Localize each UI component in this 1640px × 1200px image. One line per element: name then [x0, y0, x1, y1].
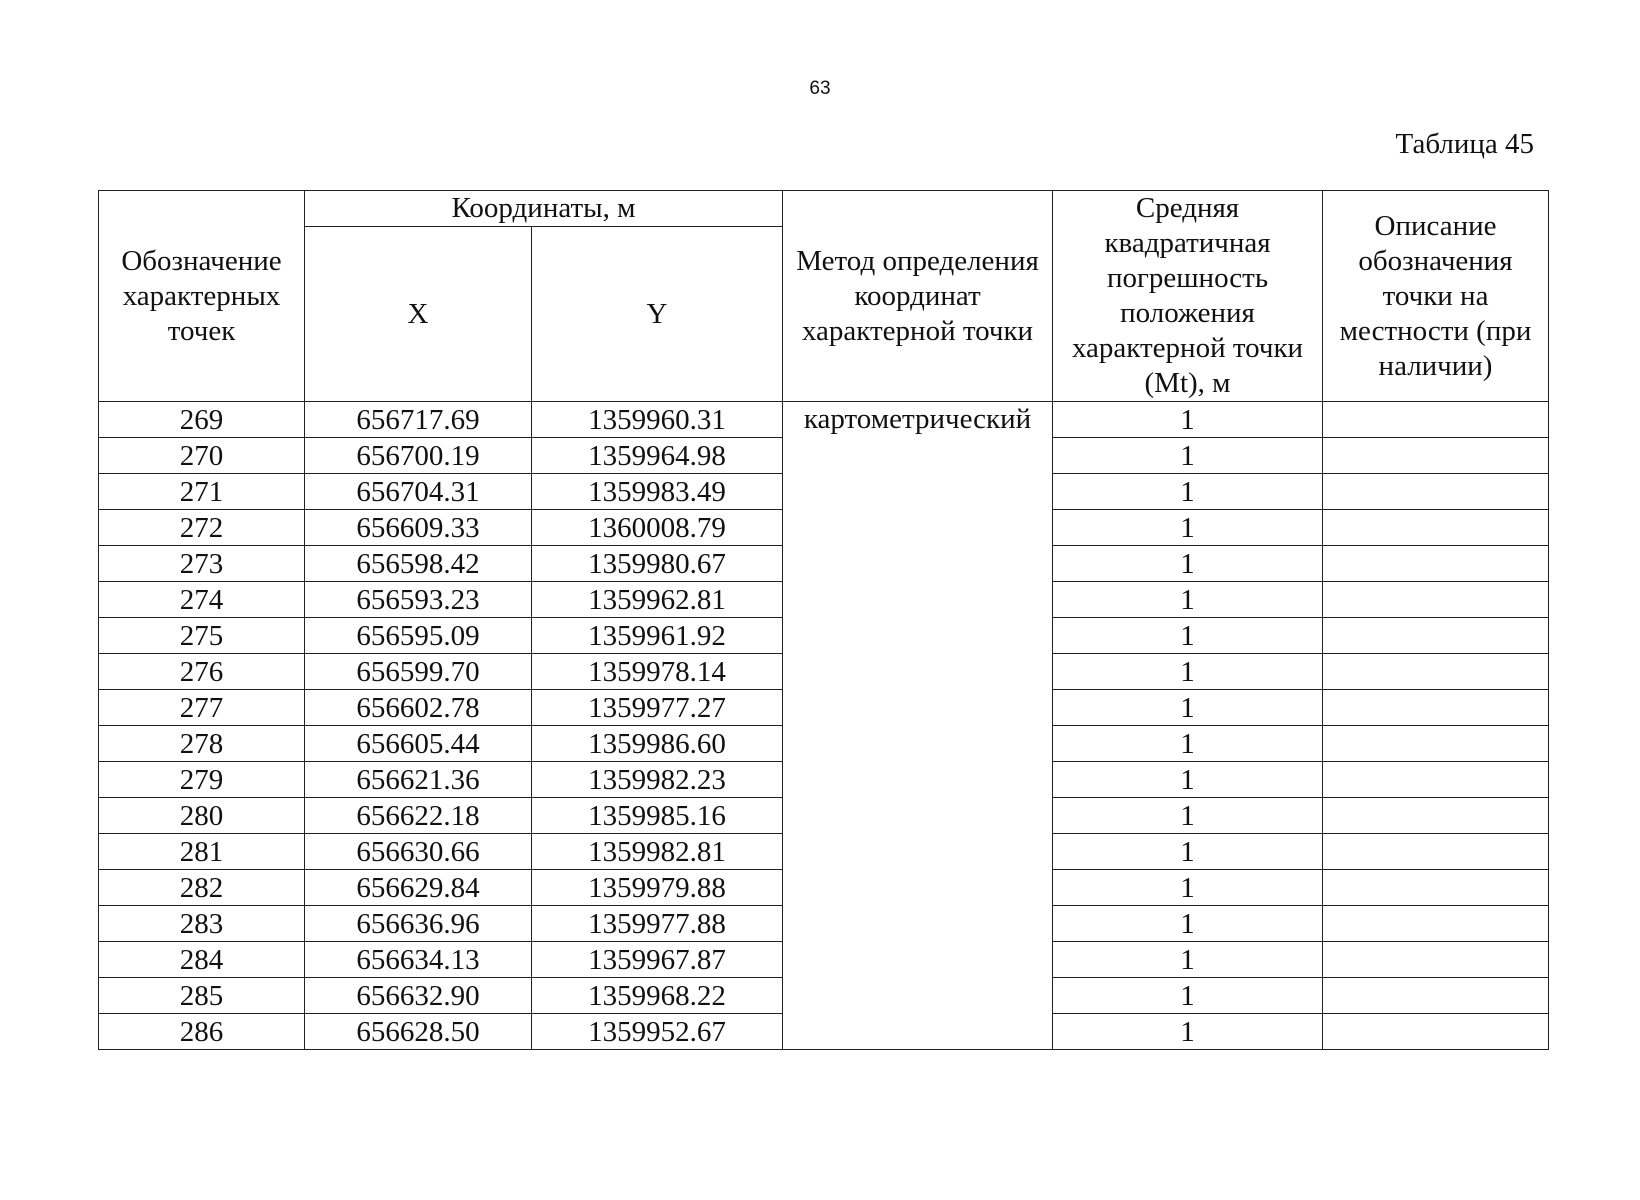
cell-error: 1 [1053, 618, 1323, 654]
coordinates-table [98, 190, 1549, 1050]
cell-error: 1 [1053, 834, 1323, 870]
cell-description [1323, 870, 1549, 906]
header-y: Y [532, 227, 783, 402]
cell-y: 1359982.23 [532, 762, 783, 798]
header-description: Описание обозначения точки на местности (при наличии) [1323, 191, 1549, 402]
table-body [99, 402, 1549, 1050]
header-row-1 [99, 191, 1549, 227]
cell-description [1323, 906, 1549, 942]
cell-x: 656621.36 [305, 762, 532, 798]
cell-error: 1 [1053, 942, 1323, 978]
cell-point: 270 [99, 438, 305, 474]
cell-description [1323, 438, 1549, 474]
cell-y: 1359983.49 [532, 474, 783, 510]
cell-description [1323, 546, 1549, 582]
table-header [99, 191, 1549, 402]
cell-y: 1359978.14 [532, 654, 783, 690]
cell-description [1323, 762, 1549, 798]
cell-description [1323, 582, 1549, 618]
cell-y: 1359962.81 [532, 582, 783, 618]
cell-description [1323, 978, 1549, 1014]
cell-y: 1359982.81 [532, 834, 783, 870]
cell-x: 656630.66 [305, 834, 532, 870]
cell-error: 1 [1053, 546, 1323, 582]
cell-error: 1 [1053, 1014, 1323, 1050]
cell-x: 656602.78 [305, 690, 532, 726]
table-row [99, 402, 1549, 438]
cell-error: 1 [1053, 870, 1323, 906]
cell-y: 1359961.92 [532, 618, 783, 654]
cell-point: 274 [99, 582, 305, 618]
cell-y: 1359968.22 [532, 978, 783, 1014]
cell-point: 286 [99, 1014, 305, 1050]
page-number: 63 [809, 78, 831, 99]
header-x: X [305, 227, 532, 402]
cell-x: 656636.96 [305, 906, 532, 942]
cell-description [1323, 834, 1549, 870]
cell-point: 283 [99, 906, 305, 942]
cell-description [1323, 690, 1549, 726]
cell-x: 656598.42 [305, 546, 532, 582]
cell-error: 1 [1053, 438, 1323, 474]
header-error: Средняя квадратичная погрешность положения характерной точки (Mt), м [1053, 191, 1323, 402]
cell-description [1323, 942, 1549, 978]
cell-y: 1359952.67 [532, 1014, 783, 1050]
cell-point: 278 [99, 726, 305, 762]
cell-error: 1 [1053, 474, 1323, 510]
cell-method: картометрический [783, 402, 1053, 1050]
cell-error: 1 [1053, 798, 1323, 834]
cell-point: 281 [99, 834, 305, 870]
cell-description [1323, 510, 1549, 546]
cell-x: 656704.31 [305, 474, 532, 510]
cell-point: 272 [99, 510, 305, 546]
cell-point: 285 [99, 978, 305, 1014]
cell-error: 1 [1053, 690, 1323, 726]
cell-y: 1359960.31 [532, 402, 783, 438]
cell-y: 1360008.79 [532, 510, 783, 546]
cell-y: 1359967.87 [532, 942, 783, 978]
cell-y: 1359986.60 [532, 726, 783, 762]
cell-point: 269 [99, 402, 305, 438]
cell-x: 656628.50 [305, 1014, 532, 1050]
cell-description [1323, 798, 1549, 834]
cell-y: 1359964.98 [532, 438, 783, 474]
cell-x: 656595.09 [305, 618, 532, 654]
cell-x: 656599.70 [305, 654, 532, 690]
cell-description [1323, 726, 1549, 762]
header-coords-group: Координаты, м [305, 191, 783, 227]
cell-error: 1 [1053, 726, 1323, 762]
cell-error: 1 [1053, 402, 1323, 438]
cell-x: 656717.69 [305, 402, 532, 438]
cell-description [1323, 618, 1549, 654]
cell-point: 284 [99, 942, 305, 978]
cell-description [1323, 1014, 1549, 1050]
cell-y: 1359977.88 [532, 906, 783, 942]
cell-point: 275 [99, 618, 305, 654]
table-caption: Таблица 45 [1395, 128, 1534, 160]
cell-point: 277 [99, 690, 305, 726]
cell-point: 273 [99, 546, 305, 582]
cell-point: 282 [99, 870, 305, 906]
cell-error: 1 [1053, 510, 1323, 546]
cell-x: 656605.44 [305, 726, 532, 762]
cell-error: 1 [1053, 762, 1323, 798]
cell-y: 1359979.88 [532, 870, 783, 906]
cell-point: 276 [99, 654, 305, 690]
cell-description [1323, 654, 1549, 690]
cell-point: 279 [99, 762, 305, 798]
cell-y: 1359977.27 [532, 690, 783, 726]
cell-x: 656609.33 [305, 510, 532, 546]
cell-y: 1359985.16 [532, 798, 783, 834]
cell-point: 271 [99, 474, 305, 510]
cell-x: 656593.23 [305, 582, 532, 618]
cell-error: 1 [1053, 906, 1323, 942]
cell-x: 656632.90 [305, 978, 532, 1014]
cell-point: 280 [99, 798, 305, 834]
cell-description [1323, 402, 1549, 438]
cell-x: 656622.18 [305, 798, 532, 834]
cell-error: 1 [1053, 978, 1323, 1014]
header-method: Метод определения координат характерной точки [783, 191, 1053, 402]
header-point: Обозначение характерных точек [99, 191, 305, 402]
cell-y: 1359980.67 [532, 546, 783, 582]
cell-error: 1 [1053, 654, 1323, 690]
cell-x: 656700.19 [305, 438, 532, 474]
cell-description [1323, 474, 1549, 510]
cell-error: 1 [1053, 582, 1323, 618]
cell-x: 656634.13 [305, 942, 532, 978]
cell-x: 656629.84 [305, 870, 532, 906]
